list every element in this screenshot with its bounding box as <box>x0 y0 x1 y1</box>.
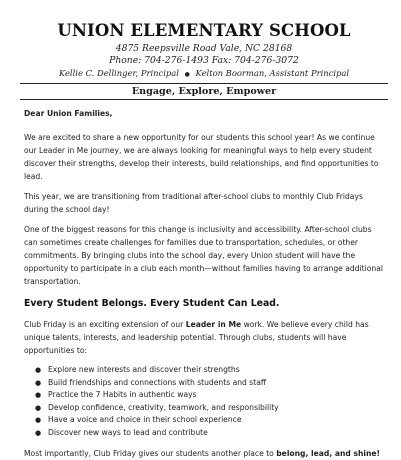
staff-line <box>24 67 384 81</box>
school-name: UNION ELEMENTARY SCHOOL <box>57 21 351 40</box>
principal-name: Kellie C. Dellinger, Principal <box>58 68 179 78</box>
list-item <box>35 427 384 440</box>
list-item <box>35 414 384 427</box>
closing-bold: belong, lead, and shine! <box>276 448 381 458</box>
paragraph-inclusivity: One of the biggest reasons for this change is inclusivity and accessibility. After-school clubs can sometimes create challenges for families due to transportation, schedules, or other commitments. By bringing clubs into the school day, every Union student will have the opportunity to participate in a club each month—without families having to arrange additional transportation. <box>24 225 383 286</box>
list-item-text: Have a voice and choice in their school experience <box>48 415 242 425</box>
list-item-text: Develop confidence, creativity, teamwork, and responsibility <box>48 402 279 412</box>
list-item <box>35 364 384 377</box>
bullet-icon: ● <box>35 428 42 437</box>
greeting: Dear Union Families, <box>24 109 113 118</box>
assistant-principal-name: Kelton Boorman, Assistant Principal <box>195 68 350 78</box>
leader-in-me-bold: Leader in Me <box>185 320 242 329</box>
list-item-text: Practice the 7 Habits in authentic ways <box>48 390 197 400</box>
bullet-icon: ● <box>35 366 42 374</box>
list-item <box>35 377 384 390</box>
staff-separator: ● <box>184 71 190 78</box>
list-item <box>35 402 384 415</box>
paragraph-club-friday <box>24 318 384 357</box>
school-address: 4875 Reepsville Road Vale, NC 28168 <box>115 43 293 54</box>
bullet-icon: ● <box>35 378 42 387</box>
letter-body <box>24 107 384 460</box>
closing-start: Most importantly, Club Friday gives our students another place to <box>24 448 277 458</box>
bullet-icon: ● <box>35 416 42 425</box>
list-item <box>35 389 384 402</box>
letterhead <box>24 0 384 81</box>
school-phone-fax: Phone: 704-276-1493 Fax: 704-276-3072 <box>109 55 299 66</box>
paragraph-intro: We are excited to share a new opportunity for our students this school year! As we continue our Leader in Me journey, we are always looking for meaningful ways to help every student discover their strengths, develop their interests, build relationships, and find opportunities to lead. <box>24 133 379 181</box>
list-item-text: Build friendships and connections with students and staff <box>48 377 267 387</box>
paragraph-club-friday-start: Club Friday is an exciting extension of our <box>24 320 186 329</box>
section-heading: Every Student Belongs. Every Student Can Lead. <box>24 298 280 309</box>
opportunities-list <box>24 364 384 440</box>
bullet-icon: ● <box>35 403 42 412</box>
bullet-icon: ● <box>35 391 42 400</box>
list-item-text: Discover new ways to lead and contribute <box>48 427 208 437</box>
paragraph-club-friday-end: work. We believe every child has unique talents, interests, and leadership potential. Through clubs, students will have opportunities to: <box>24 320 369 355</box>
paragraph-transition: This year, we are transitioning from traditional after-school clubs to monthly Club Fridays during the school day! <box>24 192 363 214</box>
list-item-text: Explore new interests and discover their strengths <box>48 365 240 374</box>
school-motto: Engage, Explore, Empower <box>20 83 388 100</box>
